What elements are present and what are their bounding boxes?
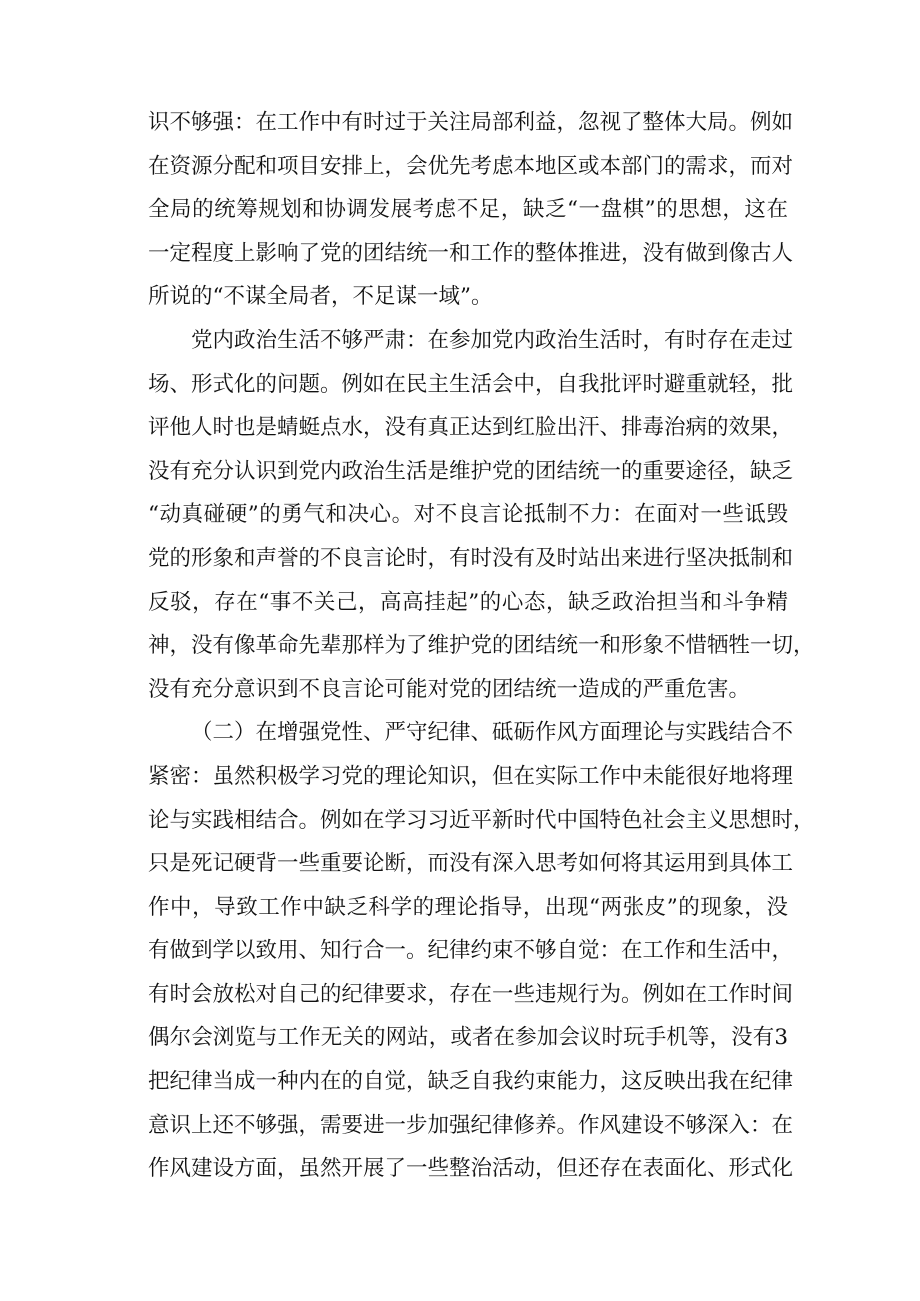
- text-line: 没有充分认识到党内政治生活是维护党的团结统一的重要途径，缺乏: [148, 458, 794, 484]
- text-line: 意识上还不够强，需要进一步加强纪律修养。作风建设不够深入：在: [148, 1112, 794, 1138]
- text-line: 全局的统筹规划和协调发展考虑不足，缺乏“一盘棋”的思想，这在: [148, 197, 788, 223]
- text-line: 党的形象和声誉的不良言论时，有时没有及时站出来进行坚决抵制和: [148, 545, 794, 571]
- text-line: 没有充分意识到不良言论可能对党的团结统一造成的严重危害。: [148, 676, 751, 702]
- text-line: 一定程度上影响了党的团结统一和工作的整体推进，没有做到像古人: [148, 240, 794, 266]
- text-line: 神，没有像革命先辈那样为了维护党的团结统一和形象不惜牺牲一切，: [148, 633, 815, 659]
- text-line: 所说的“不谋全局者，不足谋一域”。: [148, 284, 493, 310]
- text-line: 论与实践相结合。例如在学习习近平新时代中国特色社会主义思想时，: [148, 807, 815, 833]
- text-line: 有时会放松对自己的纪律要求，存在一些违规行为。例如在工作时间: [148, 981, 794, 1007]
- text-line: 作风建设方面，虽然开展了一些整治活动，但还存在表面化、形式化: [148, 1156, 794, 1182]
- text-line: 识不够强：在工作中有时过于关注局部利益，忽视了整体大局。例如: [148, 110, 794, 135]
- text-line: 反驳，存在“事不关己，高高挂起”的心态，缺乏政治担当和斗争精: [148, 589, 788, 615]
- text-line: 作中，导致工作中缺乏科学的理论指导，出现“两张皮”的现象，没: [148, 894, 788, 920]
- text-line: 党内政治生活不够严肃：在参加党内政治生活时，有时存在走过: [191, 327, 794, 353]
- text-line: 只是死记硬背一些重要论断，而没有深入思考如何将其运用到具体工: [148, 851, 794, 877]
- text-line: 评他人时也是蜻蜓点水，没有真正达到红脸出汗、排毒治病的效果，: [148, 415, 794, 441]
- text-line: （二）在增强党性、严守纪律、砥砺作风方面理论与实践结合不: [191, 720, 794, 746]
- text-line: 场、形式化的问题。例如在民主生活会中，自我批评时避重就轻，批: [148, 371, 794, 397]
- document-body: [148, 101, 815, 1191]
- text-line: 偶尔会浏览与工作无关的网站，或者在参加会议时玩手机等，没有3: [148, 1025, 788, 1051]
- text-line: 紧密：虽然积极学习党的理论知识，但在实际工作中未能很好地将理: [148, 763, 794, 789]
- text-line: 有做到学以致用、知行合一。纪律约束不够自觉：在工作和生活中，: [148, 938, 794, 964]
- text-line: 把纪律当成一种内在的自觉，缺乏自我约束能力，这反映出我在纪律: [148, 1069, 794, 1095]
- text-line: 在资源分配和项目安排上，会优先考虑本地区或本部门的需求，而对: [148, 153, 794, 179]
- text-line: “动真碰硬”的勇气和决心。对不良言论抵制不力：在面对一些诋毁: [148, 502, 788, 528]
